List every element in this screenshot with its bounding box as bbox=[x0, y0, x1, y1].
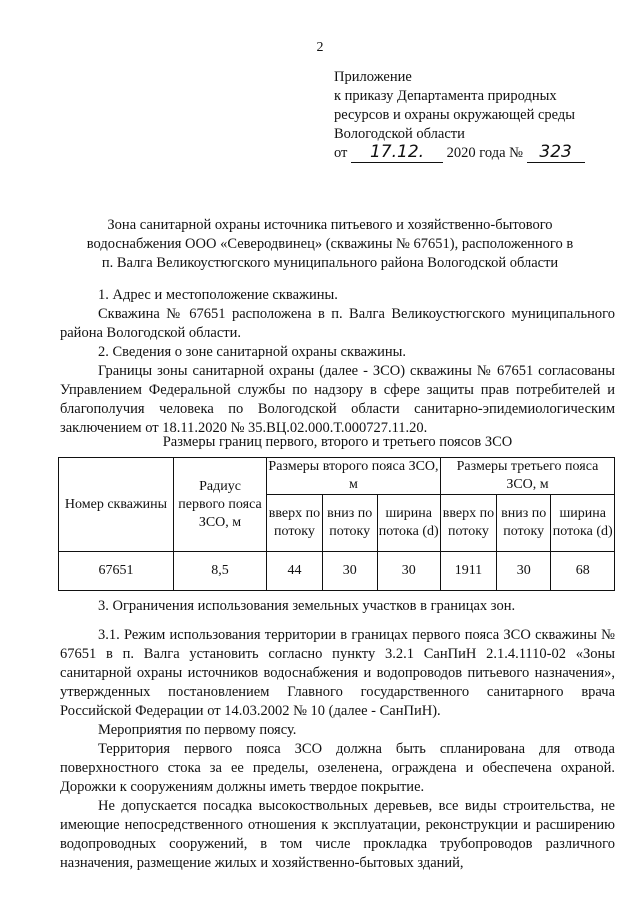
handwritten-date: 17.12. bbox=[369, 142, 425, 162]
cell-third-width: 68 bbox=[551, 552, 615, 591]
appendix-line: ресурсов и охраны окружающей среды bbox=[334, 107, 576, 123]
header-up-stream: вверх по потоку bbox=[267, 495, 323, 552]
heading-restrictions: 3. Ограничения использования земельных участков в границах зон. bbox=[98, 598, 516, 614]
header-second-belt: Размеры второго пояса ЗСО, м bbox=[267, 458, 441, 495]
header-up-stream: вверх по потоку bbox=[440, 495, 496, 552]
appendix-line: к приказу Департамента природных bbox=[334, 88, 557, 104]
order-prefix: от bbox=[334, 145, 348, 161]
zso-table bbox=[58, 457, 615, 591]
paragraph-prohibitions: Не допускается посадка высокоствольных деревьев, все виды строительства, не имеющие непосредственного отношения к эксплуатации, реконструкции и расширению водопроводных сооружений, в том числе прокладка трубопроводов различного назначения, размещение жилых и хозяйственно-бытовых зданий, bbox=[60, 798, 615, 871]
header-radius: Радиус первого пояса ЗСО, м bbox=[174, 458, 267, 552]
appendix-line: Приложение bbox=[334, 69, 412, 85]
handwritten-number: 323 bbox=[539, 142, 572, 162]
page-number: 2 bbox=[316, 40, 324, 55]
cell-well-number: 67651 bbox=[59, 552, 174, 591]
cell-third-down: 30 bbox=[496, 552, 551, 591]
paragraph-location: Скважина № 67651 расположена в п. Валга Великоустюгского муниципального района Вологодской области. bbox=[60, 306, 615, 341]
cell-third-up: 1911 bbox=[440, 552, 496, 591]
order-number-sign: № bbox=[509, 145, 523, 161]
cell-second-width: 30 bbox=[377, 552, 440, 591]
header-third-belt: Размеры третьего пояса ЗСО, м bbox=[440, 458, 614, 495]
header-down-stream: вниз по потоку bbox=[496, 495, 551, 552]
order-number-field bbox=[527, 144, 585, 163]
section-address bbox=[60, 286, 615, 438]
order-year: 2020 года bbox=[446, 145, 506, 161]
order-date-field bbox=[351, 144, 443, 163]
table-caption: Размеры границ первого, второго и третьего поясов ЗСО bbox=[162, 434, 513, 450]
order-date-line bbox=[334, 144, 634, 163]
cell-radius: 8,5 bbox=[174, 552, 267, 591]
paragraph-zone-boundaries: Границы зоны санитарной охраны (далее - ЗСО) скважины № 67651 согласованы Управлением Федеральной службы по надзору в сфере защиты прав потребителей и благополучия человека по Вологодской области санитарно-эпидемиологическим заключением от 18.11.2020 № 35.ВЦ.02.000.Т.000727.11.20. bbox=[60, 363, 615, 436]
heading-address: 1. Адрес и местоположение скважины. bbox=[98, 287, 338, 303]
title-line: Зона санитарной охраны источника питьевого и хозяйственно-бытового bbox=[107, 217, 553, 233]
title-line: п. Валга Великоустюгского муниципального района Вологодской области bbox=[101, 255, 559, 271]
header-stream-width: ширина потока (d) bbox=[377, 495, 440, 552]
cell-second-down: 30 bbox=[322, 552, 377, 591]
appendix-block bbox=[334, 68, 634, 163]
cell-second-up: 44 bbox=[267, 552, 323, 591]
appendix-line: Вологодской области bbox=[334, 126, 465, 142]
heading-zone-info: 2. Сведения о зоне санитарной охраны скважины. bbox=[98, 344, 406, 360]
header-well-number: Номер скважины bbox=[59, 458, 174, 552]
title-line: водоснабжения ООО «Северодвинец» (скважины № 67651), расположенного в bbox=[86, 236, 574, 252]
header-down-stream: вниз по потоку bbox=[322, 495, 377, 552]
header-stream-width: ширина потока (d) bbox=[551, 495, 615, 552]
document-title bbox=[60, 216, 600, 273]
paragraph-regime: 3.1. Режим использования территории в границах первого пояса ЗСО скважины № 67651 в п. Валга установить согласно пункту 3.2.1 СанПиН 2.1.4.1110-02 «Зоны санитарной охраны источников водоснабжения и водопроводов питьевого назначения», утвержденных постановлением Главного государственного санитарного врача Российской Федерации от 14.03.2002 № 10 (далее - СанПиН). bbox=[60, 627, 615, 719]
section-restrictions bbox=[60, 597, 615, 873]
table-row bbox=[59, 552, 615, 591]
paragraph-territory: Территория первого пояса ЗСО должна быть спланирована для отвода поверхностного стока за ее пределы, озеленена, ограждена и обеспечена охраной. Дорожки к сооружениям должны иметь твердое покрытие. bbox=[60, 741, 615, 795]
heading-first-belt-measures: Мероприятия по первому поясу. bbox=[98, 722, 297, 738]
